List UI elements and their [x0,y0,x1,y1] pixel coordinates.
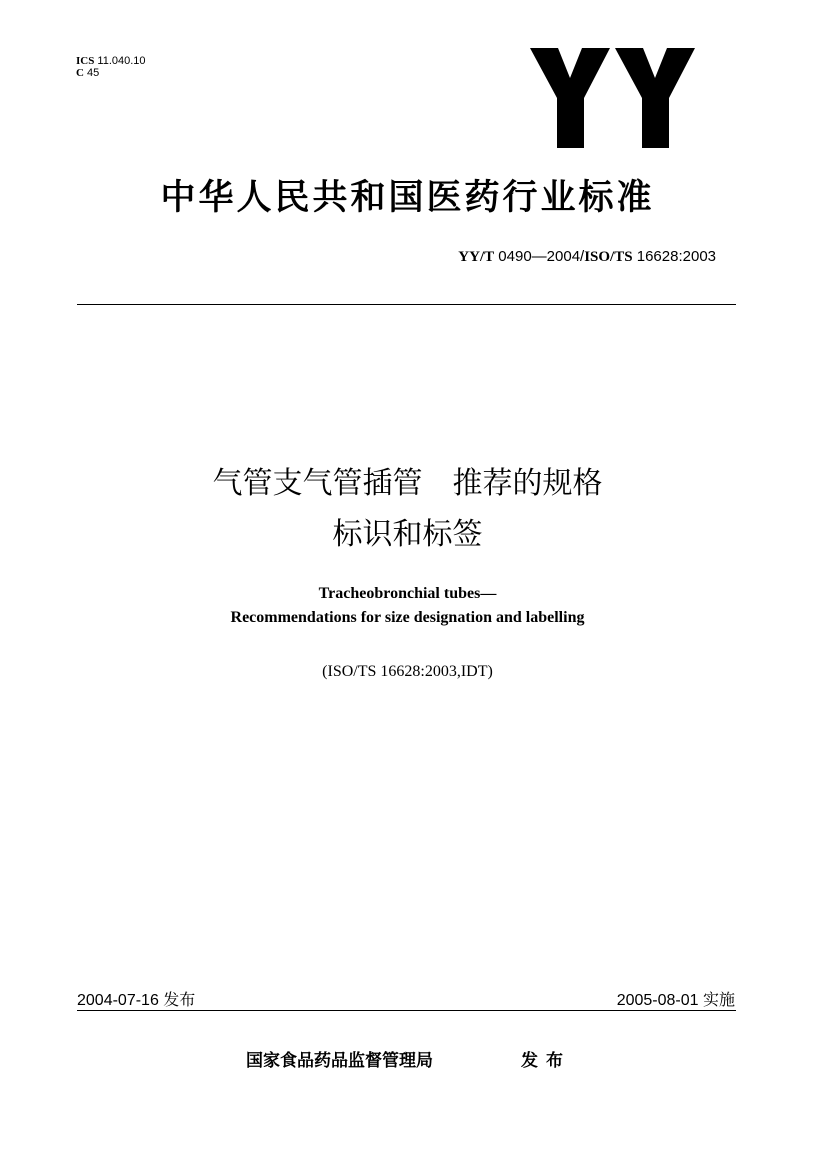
title-cn-line2: 标识和标签 [332,517,483,552]
implement-date: 2005-08-01 实施 [616,992,735,1009]
ics-label: ICS [76,55,95,67]
ccs-code-line [76,67,146,79]
standard-category-title: 中华人民共和国医药行业标准 [160,178,655,218]
issue-word: 发布 [521,1051,571,1071]
title-cn-line1: 气管支气管插管 推荐的规格 [212,466,603,501]
ics-code: 11.040.10 [97,55,146,67]
footer-divider [77,1010,736,1011]
ics-code-line [76,55,146,67]
standard-number-value: 0490—2004/ [498,248,585,265]
classification-codes [76,55,146,79]
iso-equivalence-reference: (ISO/TS 16628:2003,IDT) [322,663,493,680]
title-en-line1: Tracheobronchial tubes— [318,585,497,602]
publish-date: 2004-07-16 发布 [77,992,196,1009]
yy-logo [530,48,695,148]
iso-number: 16628:2003 [636,248,716,265]
yy-logo-glyphs [530,48,695,148]
header-divider [77,304,736,305]
standard-prefix: YY/T [458,249,495,265]
issuing-authority: 国家食品药品监督管理局 [246,1051,433,1071]
ccs-code: 45 [87,67,100,79]
ccs-label: C [76,67,84,79]
title-en-line2: Recommendations for size designation and labelling [230,609,585,626]
iso-prefix: ISO/TS [584,249,633,265]
standard-number [458,248,716,266]
